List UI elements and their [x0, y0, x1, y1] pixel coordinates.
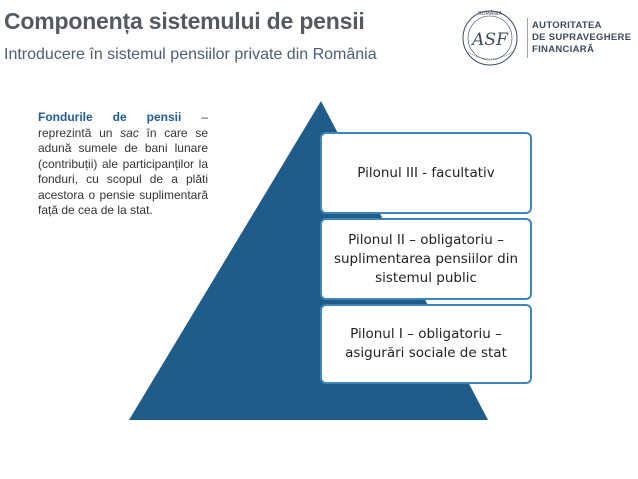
seal-top-text: ROMÂNIA — [478, 11, 502, 17]
logo-text-line2: DE SUPRAVEGHERE — [532, 32, 632, 43]
pillar-1-box — [320, 304, 532, 384]
description-part2: în care se adună sumele de bani lunare (contribuții) ale participanților la fonduri, cu scopul de a plăti acestora o pensie suplimentară față de cea de la stat. — [38, 125, 208, 217]
pillar-1-label: Pilonul I – obligatoriu – asigurări sociale de stat — [345, 326, 507, 361]
logo-text-line3: FINANCIARĂ — [532, 44, 595, 55]
pillar-3-box — [320, 132, 532, 214]
pillar-3-label: Pilonul III - facultativ — [357, 164, 495, 181]
description-part1: – reprezintă un — [38, 110, 208, 140]
asf-logo — [454, 4, 638, 76]
logo-divider — [527, 18, 528, 58]
description-term: Fondurile de pensii — [38, 110, 182, 124]
page-subtitle: Introducere în sistemul pensiilor private din România — [4, 46, 377, 63]
logo-text-line1: AUTORITATEA — [532, 20, 602, 31]
pillar-2-label: Pilonul II – obligatoriu – suplimentarea pensiilor din sistemul public — [333, 231, 519, 286]
pillar-2-box — [320, 218, 532, 300]
seal-monogram: ASF — [472, 30, 508, 50]
pension-fund-description — [38, 110, 208, 219]
page-title: Componența sistemului de pensii — [4, 8, 365, 34]
asf-seal-logo — [458, 4, 522, 68]
description-keyword: sac — [120, 125, 139, 140]
